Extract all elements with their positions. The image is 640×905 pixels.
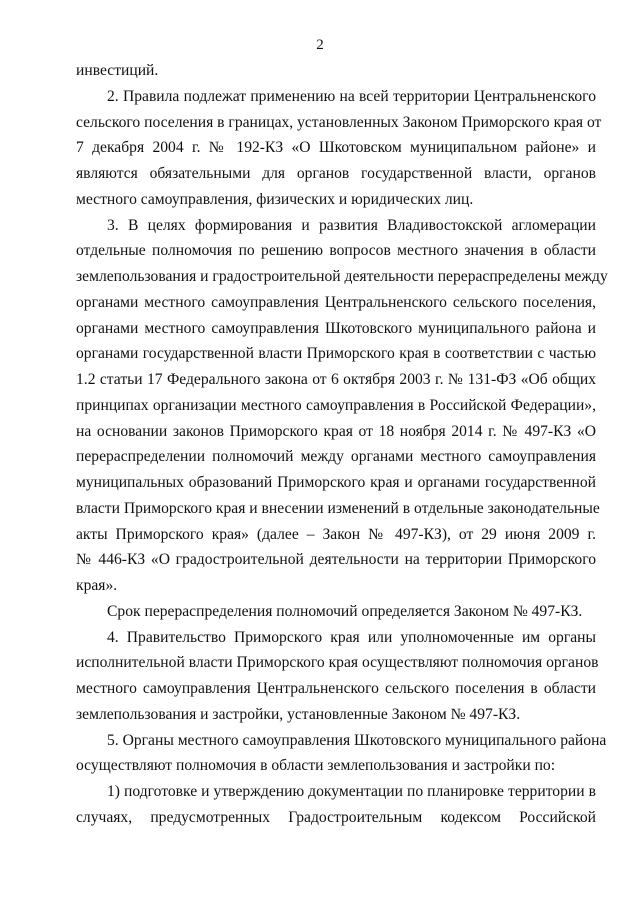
text-line: 4. Правительство Приморского края или уполномоченные им органы bbox=[107, 628, 596, 646]
text-line: перераспределении полномочий между органами местного самоуправления bbox=[76, 448, 596, 466]
text-line: органами местного самоуправления Шкотовского муниципального района и bbox=[76, 319, 596, 337]
text-line: принципах организации местного самоуправления в Российской Федерации», bbox=[76, 396, 596, 414]
text-line: на основании законов Приморского края от 18 ноября 2014 г. № 497-КЗ «О bbox=[76, 422, 596, 440]
document-body bbox=[76, 58, 608, 831]
text-line: власти Приморского края и внесении изменений в отдельные законодательные bbox=[76, 499, 600, 517]
text-line: землепользования и градостроительной деятельности перераспределены между bbox=[76, 268, 608, 285]
text-line: инвестиций. bbox=[76, 62, 159, 79]
text-line: 1.2 статьи 17 Федерального закона от 6 октября 2003 г. № 131-ФЗ «Об общих bbox=[76, 371, 596, 388]
text-line: отдельные полномочия по решению вопросов местного значения в области bbox=[76, 242, 596, 260]
text-line: муниципальных образований Приморского края и органами государственной bbox=[76, 474, 596, 491]
text-line: землепользования и застройки, установленные Законом № 497-КЗ. bbox=[76, 705, 521, 723]
text-line: Срок перераспределения полномочий определяется Законом № 497-КЗ. bbox=[107, 602, 583, 620]
text-line: края». bbox=[76, 577, 118, 594]
page-number: 2 bbox=[316, 37, 324, 53]
text-line: 7 декабря 2004 г. № 192-КЗ «О Шкотовском муниципальном районе» и bbox=[76, 139, 596, 157]
text-line: сельского поселения в границах, установленных Законом Приморского края от bbox=[76, 113, 602, 131]
text-line: случаях, предусмотренных Градостроительным кодексом Российской bbox=[76, 808, 596, 826]
text-line: являются обязательными для органов государственной власти, органов bbox=[76, 165, 596, 182]
text-line: местного самоуправления Центральненского сельского поселения в области bbox=[76, 680, 596, 697]
text-line: 5. Органы местного самоуправления Шкотовского муниципального района bbox=[107, 731, 607, 749]
text-line: 2. Правила подлежат применению на всей территории Центральненского bbox=[107, 87, 596, 105]
text-line: осуществляют полномочия в области землепользования и застройки по: bbox=[76, 757, 556, 775]
text-line: 3. В целях формирования и развития Владивостокской агломерации bbox=[107, 216, 596, 234]
text-line: органами местного самоуправления Центральненского сельского поселения, bbox=[76, 293, 596, 311]
text-line: акты Приморского края» (далее – Закон № 497-КЗ), от 29 июня 2009 г. bbox=[76, 525, 596, 543]
text-line: местного самоуправления, физических и юридических лиц. bbox=[76, 190, 474, 208]
text-line: исполнительной власти Приморского края осуществляют полномочия органов bbox=[76, 654, 599, 672]
text-line: 1) подготовке и утверждению документации по планировке территории в bbox=[107, 783, 596, 800]
text-line: органами государственной власти Приморского края в соответствии с частью bbox=[76, 345, 596, 363]
text-line: № 446-КЗ «О градостроительной деятельности на территории Приморского bbox=[76, 551, 596, 569]
